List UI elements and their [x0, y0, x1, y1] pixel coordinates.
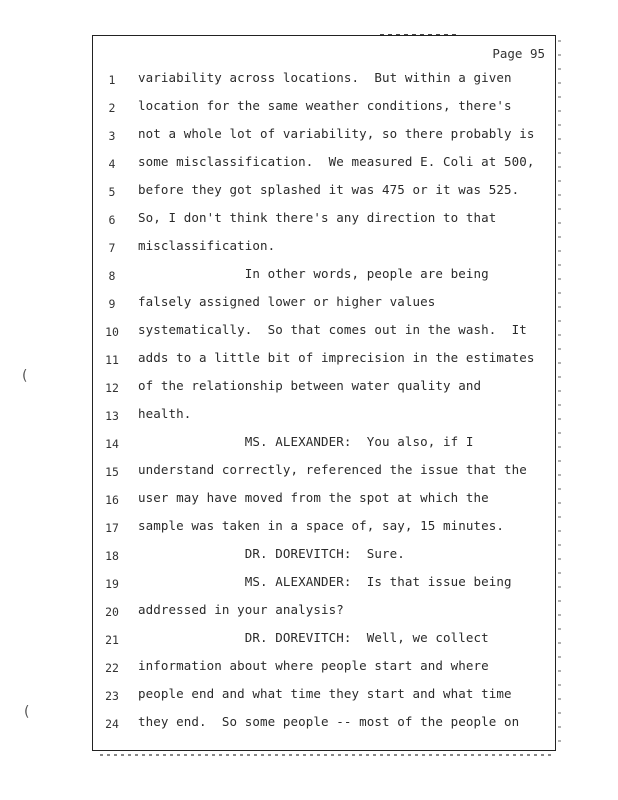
- line-number: 24: [105, 717, 119, 731]
- line-text: DR. DOREVITCH: Sure.: [138, 546, 405, 561]
- transcript-line: [93, 714, 557, 734]
- scan-artifact-bottom: [100, 754, 555, 756]
- line-number: 11: [105, 353, 119, 367]
- line-number: 13: [105, 409, 119, 423]
- line-number: 23: [105, 689, 119, 703]
- line-text: In other words, people are being: [138, 266, 489, 281]
- transcript-line: [93, 210, 557, 230]
- line-number: 15: [105, 465, 119, 479]
- line-text: addressed in your analysis?: [138, 602, 344, 617]
- transcript-line: [93, 238, 557, 258]
- transcript-line: [93, 406, 557, 426]
- line-number: 18: [105, 549, 119, 563]
- line-number: 2: [108, 101, 116, 115]
- transcript-line: [93, 294, 557, 314]
- transcript-line: [93, 658, 557, 678]
- line-number: 8: [108, 269, 116, 283]
- line-text: misclassification.: [138, 238, 276, 253]
- transcript-line: [93, 686, 557, 706]
- transcript-line: [93, 602, 557, 622]
- line-number: 9: [108, 297, 116, 311]
- line-text: sample was taken in a space of, say, 15 minutes.: [138, 518, 505, 533]
- transcript-line: [93, 154, 557, 174]
- line-text: systematically. So that comes out in the wash. It: [138, 322, 527, 337]
- transcript-line: [93, 126, 557, 146]
- line-text: of the relationship between water quality and: [138, 378, 482, 393]
- line-text: not a whole lot of variability, so there probably is: [138, 126, 535, 141]
- transcript-line: [93, 98, 557, 118]
- line-number: 17: [105, 521, 119, 535]
- binder-hole-mark: (: [22, 368, 28, 384]
- line-text: information about where people start and where: [138, 658, 489, 673]
- transcript-line: [93, 518, 557, 538]
- line-text: they end. So some people -- most of the people on: [138, 714, 520, 729]
- transcript-page: [92, 35, 556, 751]
- line-text: understand correctly, referenced the issue that the: [138, 462, 527, 477]
- line-number: 1: [108, 73, 116, 87]
- line-number: 19: [105, 577, 119, 591]
- line-text: people end and what time they start and what time: [138, 686, 512, 701]
- transcript-line: [93, 70, 557, 90]
- line-text: health.: [138, 406, 192, 421]
- line-number: 20: [105, 605, 119, 619]
- line-number: 3: [108, 129, 116, 143]
- line-number: 16: [105, 493, 119, 507]
- line-text: MS. ALEXANDER: Is that issue being: [138, 574, 512, 589]
- transcript-line: [93, 490, 557, 510]
- line-number: 14: [105, 437, 119, 451]
- line-number: 6: [108, 213, 116, 227]
- line-text: MS. ALEXANDER: You also, if I: [138, 434, 474, 449]
- line-number: 22: [105, 661, 119, 675]
- line-text: falsely assigned lower or higher values: [138, 294, 436, 309]
- transcript-line: [93, 322, 557, 342]
- scan-artifact-right-edge: [558, 40, 561, 750]
- line-number: 10: [105, 325, 119, 339]
- transcript-line: [93, 266, 557, 286]
- transcript-line: [93, 462, 557, 482]
- transcript-line: [93, 574, 557, 594]
- transcript-line: [93, 378, 557, 398]
- transcript-line: [93, 434, 557, 454]
- line-text: So, I don't think there's any direction to that: [138, 210, 497, 225]
- line-number: 12: [105, 381, 119, 395]
- line-text: user may have moved from the spot at which the: [138, 490, 489, 505]
- transcript-line: [93, 350, 557, 370]
- line-text: before they got splashed it was 475 or it was 525.: [138, 182, 520, 197]
- transcript-line: [93, 630, 557, 650]
- line-number: 21: [105, 633, 119, 647]
- line-number: 5: [108, 185, 116, 199]
- line-text: variability across locations. But within a given: [138, 70, 512, 85]
- line-text: location for the same weather conditions, there's: [138, 98, 512, 113]
- line-text: adds to a little bit of imprecision in the estimates: [138, 350, 535, 365]
- transcript-line: [93, 546, 557, 566]
- page-number: Page 95: [492, 46, 545, 61]
- line-text: DR. DOREVITCH: Well, we collect: [138, 630, 489, 645]
- transcript-line: [93, 182, 557, 202]
- line-text: some misclassification. We measured E. Coli at 500,: [138, 154, 535, 169]
- line-number: 7: [108, 241, 116, 255]
- line-number: 4: [108, 157, 116, 171]
- binder-hole-mark: (: [24, 704, 30, 720]
